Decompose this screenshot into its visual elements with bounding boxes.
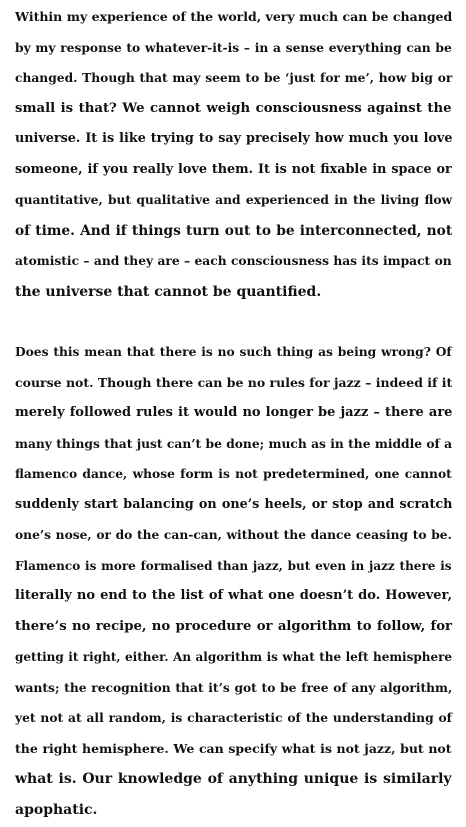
- text-line: universe. It is like trying to say precisely how much you love: [15, 131, 453, 146]
- text-line: course not. Though there can be no rules for jazz – indeed if it: [15, 374, 453, 390]
- text-line: someone, if you really love them. It is not fixable in space or: [15, 161, 452, 177]
- text-line: Does this mean that there is no such thing as being wrong? Of: [15, 344, 452, 359]
- text-line: apophatic.: [15, 801, 98, 818]
- text-line: by my response to whatever-it-is – in a sense everything can be: [15, 39, 452, 55]
- paragraph-1: [15, 2, 452, 307]
- text-line: changed. Though that may seem to be ‘just for me’, how big or: [15, 70, 453, 85]
- text-line: flamenco dance, whose form is not predetermined, one cannot: [15, 466, 452, 481]
- text-line: one’s nose, or do the can-can, without the dance ceasing to be.: [15, 527, 452, 542]
- text-line: suddenly start balancing on one’s heels, or stop and scratch: [15, 496, 453, 512]
- text-line: small is that? We cannot weigh consciousness against the: [15, 100, 452, 116]
- text-line: wants; the recognition that it’s got to be free of any algorithm,: [15, 679, 453, 695]
- text-line: the right hemisphere. We can specify what is not jazz, but not: [15, 740, 452, 756]
- text-line: quantitative, but qualitative and experienced in the living flow: [15, 192, 453, 207]
- paragraph-2: [15, 337, 452, 825]
- text-line: Within my experience of the world, very much can be changed: [15, 9, 453, 24]
- text-line: Flamenco is more formalised than jazz, but even in jazz there is: [15, 558, 452, 573]
- text-line: many things that just can’t be done; much as in the middle of a: [15, 435, 453, 451]
- text-line: what is. Our knowledge of anything unique is similarly: [15, 771, 452, 787]
- text-line: getting it right, either. An algorithm is what the left hemisphere: [15, 650, 453, 664]
- text-line: literally no end to the list of what one doesn’t do. However,: [15, 588, 452, 603]
- text-line: the universe that cannot be quantified.: [15, 283, 322, 300]
- text-line: there’s no recipe, no procedure or algorithm to follow, for: [15, 618, 453, 634]
- text-line: yet not at all random, is characteristic of the understanding of: [15, 710, 452, 725]
- text-line: merely followed rules it would no longer be jazz – there are: [15, 405, 453, 420]
- text-line: atomistic – and they are – each consciousness has its impact on: [15, 253, 452, 268]
- text-line: of time. And if things turn out to be interconnected, not: [15, 222, 453, 239]
